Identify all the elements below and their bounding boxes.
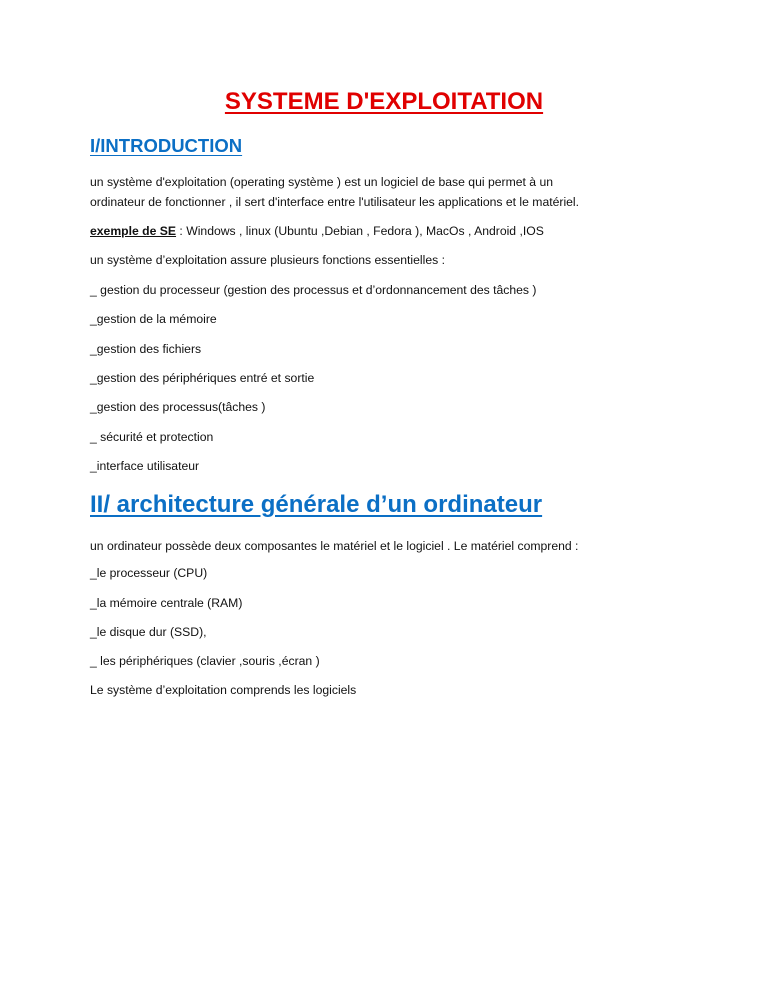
list-item: _la mémoire centrale (RAM) bbox=[90, 596, 243, 610]
paragraph-line: un ordinateur possède deux composantes le matériel et le logiciel . Le matériel comprend : bbox=[90, 539, 579, 553]
list-item: _le processeur (CPU) bbox=[90, 566, 208, 580]
list-item: _gestion des fichiers bbox=[90, 342, 202, 356]
list-item: _ gestion du processeur (gestion des processus et d’ordonnancement des tâches ) bbox=[90, 283, 537, 297]
list-item: _gestion des processus(tâches ) bbox=[90, 400, 266, 414]
example-text: : Windows , linux (Ubuntu ,Debian , Fedora ), MacOs , Android ,IOS bbox=[176, 224, 544, 238]
functions-intro: un système d’exploitation assure plusieurs fonctions essentielles : bbox=[90, 253, 445, 267]
document-title bbox=[0, 86, 768, 118]
list-item: _ sécurité et protection bbox=[90, 430, 214, 444]
list-item: _gestion des périphériques entré et sortie bbox=[90, 371, 315, 385]
example-line bbox=[90, 223, 544, 239]
section-heading-introduction: I/INTRODUCTION bbox=[90, 135, 243, 156]
example-label: exemple de SE bbox=[90, 224, 177, 238]
list-item: _gestion de la mémoire bbox=[90, 312, 217, 326]
list-item: _le disque dur (SSD), bbox=[90, 625, 207, 639]
list-item: _ les périphériques (clavier ,souris ,écran ) bbox=[90, 654, 320, 668]
closing-line: Le système d’exploitation comprends les logiciels bbox=[90, 683, 357, 697]
paragraph-line: un système d'exploitation (operating système ) est un logiciel de base qui permet à un bbox=[90, 175, 554, 189]
list-item: _interface utilisateur bbox=[90, 459, 200, 473]
section-heading-architecture: II/ architecture générale d’un ordinateur bbox=[90, 491, 543, 518]
paragraph-line: ordinateur de fonctionner , il sert d'interface entre l'utilisateur les applications et le matériel. bbox=[90, 195, 580, 209]
document-title-text: SYSTEME D'EXPLOITATION bbox=[224, 88, 544, 115]
